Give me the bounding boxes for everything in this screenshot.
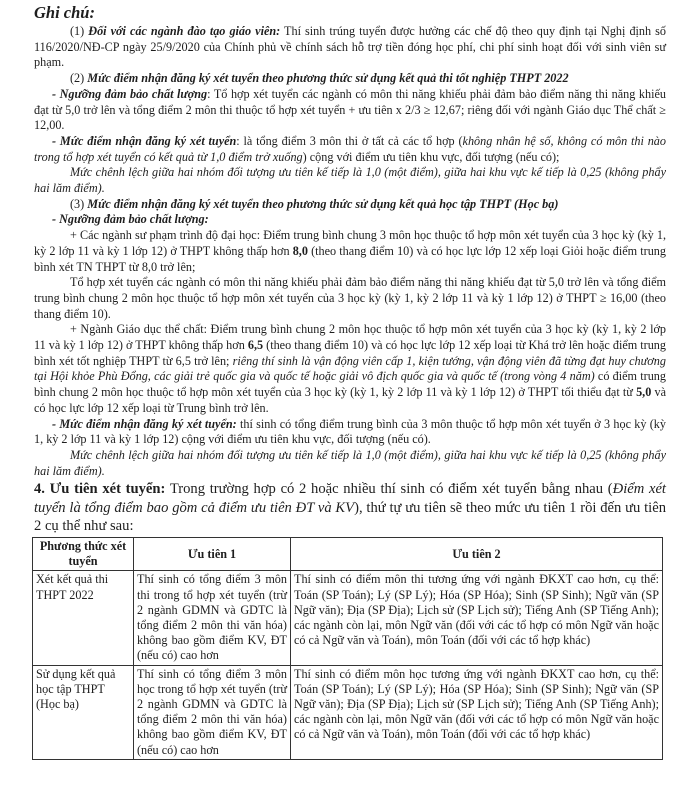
- priority-table: [32, 537, 663, 760]
- note-3-difference: Mức chênh lệch giữa hai nhóm đối tượng ưu tiên kế tiếp là 1,0 (một điểm), giữa hai khu vực kế tiếp là 0,25 (không phẩy hai lăm điểm).: [34, 447, 666, 478]
- notes-title: Ghi chú:: [34, 3, 95, 22]
- table-cell-priority-1: Thí sinh có tổng điểm 3 môn thi trong tổ hợp xét tuyển (trừ 2 ngành GDMN và GDTC là tổng điểm 2 môn thi văn hóa) không bao gồm điểm KV, ĐT (nếu có) cao hơn: [134, 571, 291, 665]
- note-2-registration: - Mức điểm nhận đăng ký xét tuyển: là tổng điểm 3 môn thi ở tất cả các tổ hợp (không nhân hệ số, không có môn thi nào trong tổ hợp xét tuyển có kết quả từ 1,0 điểm trở xuống) cộng với điểm ưu tiên khu vực, đối tượng (nếu có);: [34, 133, 666, 164]
- table-cell-method: Sử dụng kết quả học tập THPT (Học bạ): [33, 665, 134, 759]
- note-3-heading-line: (3) Mức điểm nhận đăng ký xét tuyển theo phương thức sử dụng kết quả học tập THPT (Học bạ): [70, 196, 559, 211]
- section-4-heading: 4. Ưu tiên xét tuyển:: [34, 481, 166, 498]
- note-2-difference: Mức chênh lệch giữa hai nhóm đối tượng ưu tiên kế tiếp là 1,0 (một điểm), giữa hai khu vực kế tiếp là 0,25 (không phẩy hai lăm điểm).: [34, 165, 666, 196]
- note-3-quality-heading: - Ngưỡng đảm bảo chất lượng:: [52, 212, 209, 227]
- table-header-row: [33, 538, 663, 571]
- table-header: Phương thức xét tuyển: [33, 538, 134, 571]
- table-header: Ưu tiên 1: [134, 538, 291, 571]
- note-3-heading: Mức điểm nhận đăng ký xét tuyển theo phương thức sử dụng kết quả học tập THPT (Học bạ): [87, 196, 559, 211]
- note-3-paragraph-2: Tổ hợp xét tuyển các ngành có môn thi năng khiếu phải đảm bảo điểm năng thi năng khiếu đạt từ 5,0 trở lên và tổng điểm trung bình chung 2 môn học thuộc tổ hợp môn xét tuyển của 3 học kỳ (kỳ 1, kỳ 2 lớp 11 và kỳ 1 lớp 12) ở THPT ≥ 16,00 (theo thang điểm 10).: [34, 275, 666, 321]
- table-cell-priority-2: Thí sinh có điểm môn học tương ứng với ngành ĐKXT cao hơn, cụ thể: Toán (SP Toán); Lý (SP Lý); Hóa (SP Hóa); Sinh (SP Sinh); Ngữ văn (SP Ngữ văn); Địa (SP Địa); Lịch sử (SP Lịch sử); Tiếng Anh (SP Tiếng Anh); các ngành còn lại, môn Ngữ văn (đối với các tổ hợp có môn Ngữ văn hoặc có cả Ngữ văn và Toán), môn Toán (đối với các tổ hợp khác): [291, 665, 663, 759]
- note-3-registration: - Mức điểm nhận đăng ký xét tuyển: thí sinh có tổng điểm trung bình của 3 môn thuộc tổ hợp môn xét tuyển ở 3 học kỳ (kỳ 1, kỳ 2 lớp 11 và kỳ 1 lớp 12) cộng với điểm ưu tiên khu vực, đối tượng (nếu có).: [34, 416, 666, 447]
- note-1: (1) Đối với các ngành đào tạo giáo viên: Thí sinh trúng tuyển được hưởng các chế độ theo quy định tại Nghị định số 116/2020/NĐ-CP ngày 25/9/2020 của Chính phủ về chính sách hỗ trợ tiền đóng học phí, chi phí sinh hoạt đối với sinh viên sư phạm.: [34, 24, 666, 70]
- note-3-paragraph-1: + Các ngành sư phạm trình độ đại học: Điểm trung bình chung 3 môn học thuộc tổ hợp môn xét tuyển của 3 học kỳ (kỳ 1, kỳ 2 lớp 11 và kỳ 1 lớp 12) ở THPT không thấp hơn 8,0 (theo thang điểm 10) và có học lực lớp 12 xếp loại Giỏi hoặc điểm trung bình xét TN THPT từ 8,0 trở lên;: [34, 228, 666, 274]
- note-2-heading: Mức điểm nhận đăng ký xét tuyển theo phương thức sử dụng kết quả thi tốt nghiệp THPT 2022: [87, 71, 569, 86]
- note-2-quality: - Ngưỡng đảm bảo chất lượng: Tổ hợp xét tuyển các ngành có môn thi năng khiếu phải đảm bảo điểm năng thi năng khiếu đạt từ 5,0 trở lên và tổng điểm 2 môn thi thuộc tổ hợp xét tuyển + ưu tiên x 2/3 ≥ 12,67; riêng đối với ngành Giáo dục Thể chất ≥ 12,00.: [34, 86, 666, 133]
- table-cell-method: Xét kết quả thi THPT 2022: [33, 571, 134, 665]
- table-header: Ưu tiên 2: [291, 538, 663, 571]
- table-cell-priority-2: Thí sinh có điểm môn thi tương ứng với ngành ĐKXT cao hơn, cụ thể: Toán (SP Toán); Lý (SP Lý); Hóa (SP Hóa); Sinh (SP Sinh); Ngữ văn (SP Ngữ văn); Địa (SP Địa); Lịch sử (SP Lịch sử); Tiếng Anh (SP Tiếng Anh); các ngành còn lại, môn Ngữ văn (đối với các tổ hợp có môn Ngữ văn hoặc có cả Ngữ văn và Toán), môn Toán (đối với các tổ hợp khác): [291, 571, 663, 665]
- section-4-paragraph: 4. Ưu tiên xét tuyển: Trong trường hợp có 2 hoặc nhiều thí sinh có điểm xét tuyển bằng nhau (Điểm xét tuyển là tổng điểm bao gồm cả điểm ưu tiên ĐT và KV), thứ tự ưu tiên sẽ theo mức ưu tiên 1 rồi đến ưu tiên 2 cụ thể như sau:: [34, 481, 667, 534]
- table-cell-priority-1: Thí sinh có tổng điểm 3 môn học trong tổ hợp xét tuyển (trừ 2 ngành GDMN và GDTC là tổng điểm 2 môn thi văn hóa) không bao gồm điểm KV, ĐT (nếu có) cao hơn: [134, 665, 291, 759]
- table-row: [33, 665, 663, 759]
- note-1-heading: Đối với các ngành đào tạo giáo viên:: [88, 24, 281, 38]
- note-2-heading-line: (2) Mức điểm nhận đăng ký xét tuyển theo phương thức sử dụng kết quả thi tốt nghiệp THPT 2022: [70, 71, 569, 86]
- note-3-paragraph-3: + Ngành Giáo dục thể chất: Điểm trung bình chung 2 môn học thuộc tổ hợp môn xét tuyển của 3 học kỳ (kỳ 1, kỳ 2 lớp 11 và kỳ 1 lớp 12) ở THPT không thấp hơn 6,5 (theo thang điểm 10) và có học lực lớp 12 xếp loại từ Khá trở lên hoặc điểm trung bình xét tốt nghiệp THPT từ 6,5 trở lên; riêng thí sinh là vận động viên cấp 1, kiện tướng, vận động viên đã từng đạt huy chương tại Hội khỏe Phù Đổng, các giải trẻ quốc gia và quốc tế hoặc giải vô địch quốc gia và quốc tế (trong vòng 4 năm) có điểm trung bình chung 2 môn học thuộc tổ hợp môn xét tuyển của 3 học kỳ (kỳ 1, kỳ 2 lớp 11 và kỳ 1 lớp 12) ở THPT tối thiểu đạt từ 5,0 và có học lực lớp 12 xếp loại từ Trung bình trở lên.: [34, 322, 666, 415]
- table-row: [33, 571, 663, 665]
